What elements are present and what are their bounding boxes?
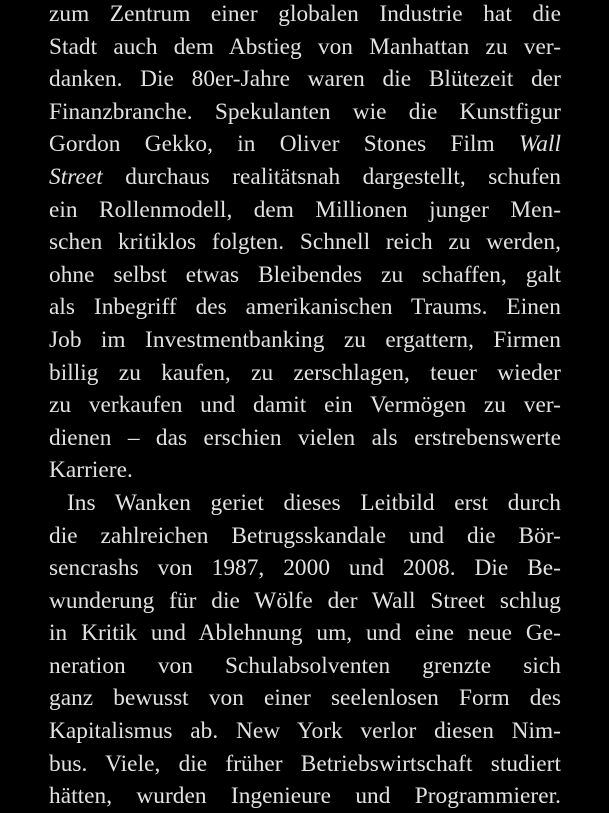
text-line: neration von Schulabsolventen grenzte sich xyxy=(49,652,561,679)
text-run: Gordon Gekko, in Oliver Stones Film xyxy=(49,131,519,158)
text-line xyxy=(49,128,561,161)
text-line: hätten, wurden Ingenieure und Programmierer. xyxy=(49,783,561,810)
text-line: bus. Viele, die früher Betriebswirtschaft studiert xyxy=(49,750,561,777)
text-line: dienen – das erschien vielen als erstrebenswerte xyxy=(49,424,561,451)
text-line: danken. Die 80er-Jahre waren die Blütezeit der xyxy=(49,66,561,93)
book-page-text xyxy=(49,0,561,813)
paragraph-2 xyxy=(49,487,561,813)
text-line: zum Zentrum einer globalen Industrie hat die xyxy=(49,1,561,27)
text-line: Karriere. xyxy=(49,457,133,484)
text-line: wunderung für die Wölfe der Wall Street schlug xyxy=(49,587,561,614)
text-line: als Inbegriff des amerikanischen Traums. Einen xyxy=(49,294,561,321)
film-title-italic: Wall xyxy=(518,131,561,158)
text-line: zu verkaufen und damit ein Vermögen zu ver- xyxy=(49,392,561,419)
text-line: Stadt auch dem Abstieg von Manhattan zu ver- xyxy=(49,33,561,60)
text-line: die zahlreichen Betrugsskandale und die Bör- xyxy=(49,522,561,549)
text-line: Job im Investmentbanking zu ergattern, Firmen xyxy=(49,326,561,353)
text-line: billig zu kaufen, zu zerschlagen, teuer wieder xyxy=(49,359,561,386)
paragraph-1 xyxy=(49,0,561,487)
text-line: ohne selbst etwas Bleibendes zu schaffen, galt xyxy=(49,261,561,288)
text-run: durchaus realitätsnah dargestellt, schufen xyxy=(102,163,561,190)
text-line xyxy=(49,161,561,194)
text-line: ganz bewusst von einer seelenlosen Form des xyxy=(49,685,561,712)
text-line: schen kritiklos folgten. Schnell reich zu werden, xyxy=(49,229,561,256)
text-line: Ins Wanken geriet dieses Leitbild erst durch xyxy=(67,489,561,516)
text-line: Kapitalismus ab. New York verlor diesen Nim- xyxy=(49,718,561,745)
text-line: in Kritik und Ablehnung um, und eine neue Ge- xyxy=(49,620,561,647)
text-line: ein Rollenmodell, dem Millionen junger Men- xyxy=(49,196,561,223)
text-line: sencrashs von 1987, 2000 und 2008. Die Be- xyxy=(49,555,561,582)
film-title-italic: Street xyxy=(49,163,103,190)
text-line: Finanzbranche. Spekulanten wie die Kunstfigur xyxy=(49,98,561,125)
